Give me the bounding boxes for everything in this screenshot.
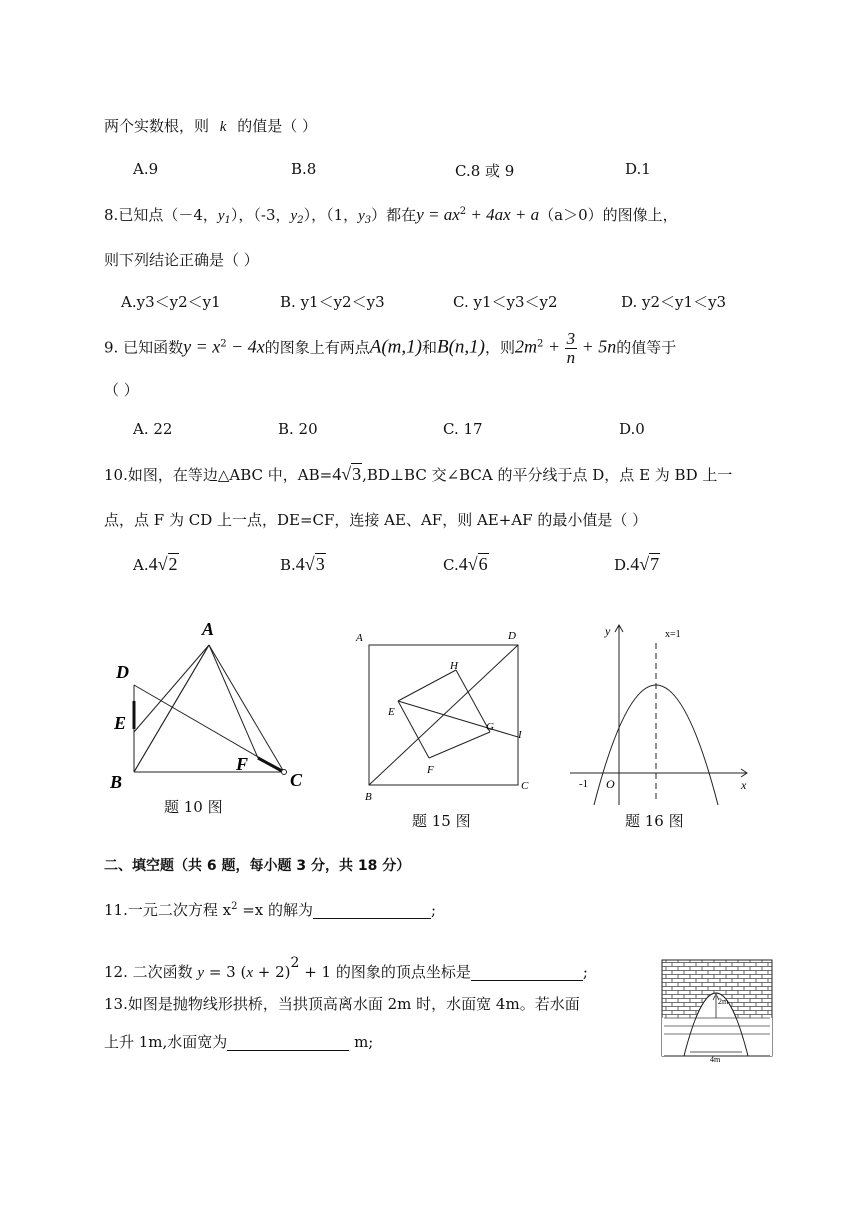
q9-stem: 9. 已知函数$y = x^2 - 4x$的图象上有两点A(m,1)和B(n,1)，则$2m^2$ + $\frac{3}{n}$ + 5n的值等于 [104,329,677,367]
fig15-label-i: I [518,729,522,741]
fig10-label-b: B [110,772,123,792]
bridge-label-width: 4m [710,1055,721,1064]
fig15-line-ei [398,701,518,737]
fig10-label-f: F [236,754,249,774]
q8-option-a: A.y3＜y2＜y1 [121,293,221,311]
bridge-label-height: 2m [718,997,729,1006]
q12-answer-blank[interactable] [471,964,583,981]
fig15-label-g: G [486,721,494,733]
q9-paren: （ ） [104,381,139,399]
fig15-line-eh [398,670,456,701]
fig10-line-ae [134,645,209,732]
q8-stem: 8.已知点（－4，$y_1$），（-3，$y_2$），（1，$y_3$）都在$y = ax^2 + 4ax + a(a>0)$的图像上， [104,205,678,226]
q10-option-d: D.4√7 [614,554,660,574]
figure-15 [350,625,540,810]
q10-stem: 10.如图，在等边△ABC 中，AB=4√3,BD⊥BC 交∠BCA 的平分线于点 D，点 E 为 BD 上一 [104,464,733,484]
q12: 12. 二次函数 y = 3 (x + 2)2 + 1 的图象的顶点坐标是 ; [104,955,588,981]
q9-fraction: $\frac{3}{n}$ [566,329,576,367]
fig15-label-h: H [450,660,458,672]
fig10-caption: 题 10 图 [164,798,223,816]
fig16-label-x: x [741,778,747,792]
q9-option-c: C. 17 [443,420,483,438]
fig15-label-f: F [427,764,434,776]
fig16-label-x1: x=1 [665,629,681,640]
q7-option-c: C.8 或 9 [455,162,515,180]
q10-option-c: C.4√6 [443,554,488,574]
q8-option-b: B. y1＜y2＜y3 [280,293,385,311]
fig15-line-hg [456,670,490,732]
fig10-label-a: A [202,619,215,639]
q10-option-b: B.4√3 [280,554,325,574]
q13-line1: 13.如图是抛物线形拱桥，当拱顶高离水面 2m 时，水面宽 4m。若水面 [104,995,580,1013]
q8-option-d: D. y2＜y1＜y3 [621,293,727,311]
q11: 11.一元二次方程 $x^2 =x$ 的解为 ; [104,901,437,919]
fig10-label-e: E [114,713,127,733]
fig10-segment-cf [258,758,282,771]
fig10-label-c: C [290,770,303,790]
fig16-label-y: y [605,624,611,638]
q9-option-a: A. 22 [133,420,173,438]
fig16-label-neg1: -1 [579,778,589,790]
figure-16 [565,615,755,810]
q9-option-d: D.0 [619,420,645,438]
fig15-label-e: E [388,706,395,718]
fig10-side-ac [209,645,284,772]
q8-stem-line2: 则下列结论正确是（ ） [104,251,259,269]
q7-option-d: D.1 [625,160,651,178]
q13-answer-blank[interactable] [227,1034,349,1051]
q9-option-b: B. 20 [278,420,318,438]
fig15-caption: 题 15 图 [412,812,471,830]
fig10-label-d: D [116,662,129,682]
fig15-label-d: D [508,630,516,642]
section-2-title: 二、填空题（共 6 题，每小题 3 分，共 18 分） [104,858,411,874]
figure-10 [108,615,318,795]
q10-stem-line2: 点，点 F 为 CD 上一点，DE=CF，连接 AE、AF，则 AE+AF 的最小值是（ ） [104,511,648,529]
q8-option-c: C. y1＜y3＜y2 [453,293,558,311]
q7-option-a: A.9 [133,160,159,178]
q7-stem: 两个实数根，则 k 的值是（ ） [104,117,318,135]
fig15-line-fg [429,732,490,758]
fig10-line-af [209,645,258,758]
fig15-label-c: C [521,780,529,792]
fig15-line-ef [398,701,429,758]
fig15-label-a: A [356,632,363,644]
q7-option-b: B.8 [291,160,317,178]
q13-line2: 上升 1m,水面宽为 m; [104,1033,374,1051]
q10-option-a: A.4√2 [133,554,178,574]
figure-13-bridge [660,958,776,1066]
fig16-label-o: O [606,777,615,791]
fig15-label-b: B [365,791,372,803]
q11-answer-blank[interactable] [313,902,431,919]
fig16-caption: 题 16 图 [625,812,684,830]
q7-var: k [219,119,227,135]
